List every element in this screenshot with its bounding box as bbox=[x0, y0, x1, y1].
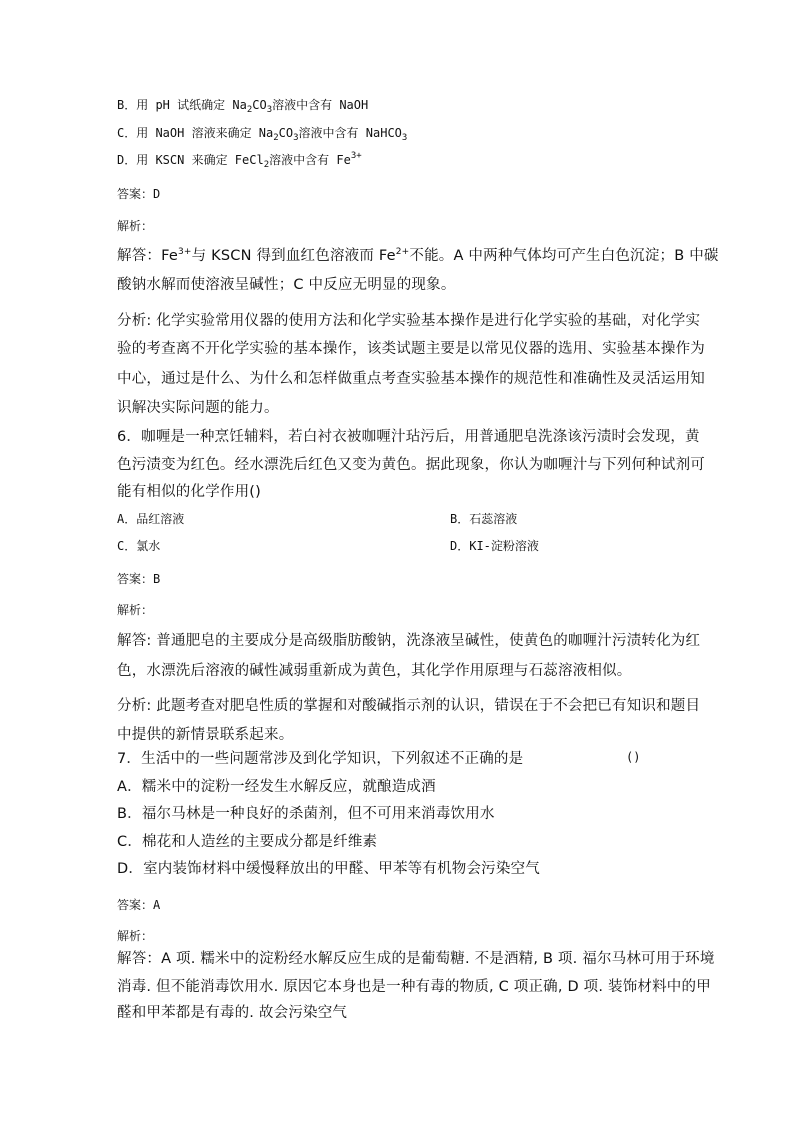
q6-analysis-label: 解析： bbox=[117, 603, 154, 617]
q6-stem-line: 6．咖喱是一种烹饪辅料，若白衬衣被咖喱汁玷污后，用普通肥皂洗涤该污渍时会发现，黄 bbox=[117, 429, 700, 445]
q6-option-a: A．品红溶液 bbox=[117, 512, 185, 526]
q7-answer-paren: () bbox=[626, 750, 641, 764]
q7-solution-line: 消毒. 但不能消毒饮用水. 原因它本身也是一种有毒的物质, C 项正确, D 项. 装饰材料中的甲 bbox=[117, 979, 711, 995]
q7-option-d: D．室内装饰材料中缓慢释放出的甲醛、甲苯等有机物会污染空气 bbox=[117, 861, 540, 877]
q6-analysis-line: 中提供的新情景联系起来。 bbox=[117, 727, 294, 743]
q6-stem-line: 能有相似的化学作用() bbox=[117, 484, 262, 500]
q5-solution-line: 酸钠水解而使溶液呈碱性；C 中反应无明显的现象。 bbox=[117, 277, 456, 293]
q6-option-c: C．氯水 bbox=[117, 539, 161, 553]
q6-solution-line: 色，水漂洗后溶液的碱性减弱重新成为黄色，其化学作用原理与石蕊溶液相似。 bbox=[117, 663, 632, 679]
q7-option-a: A．糯米中的淀粉一经发生水解反应，就酿造成酒 bbox=[117, 779, 436, 795]
q5-analysis-line: 中心，通过是什么、为什么和怎样做重点考查实验基本操作的规范性和准确性及灵活运用知 bbox=[117, 371, 705, 387]
q7-answer: 答案：A bbox=[117, 898, 161, 912]
q5-answer: 答案：D bbox=[117, 187, 161, 201]
q7-analysis-label: 解析： bbox=[117, 929, 154, 943]
q5-analysis-line: 分析: 化学实验常用仪器的使用方法和化学实验基本操作是进行化学实验的基础，对化学实 bbox=[117, 313, 701, 329]
q7-solution-line: 醛和甲苯都是有毒的. 故会污染空气 bbox=[117, 1005, 348, 1021]
q7-option-c: C．棉花和人造丝的主要成分都是纤维素 bbox=[117, 834, 378, 850]
q6-answer: 答案：B bbox=[117, 572, 161, 586]
q7-stem: 7．生活中的一些问题常涉及到化学知识，下列叙述不正确的是 bbox=[117, 751, 524, 767]
q5-analysis-label: 解析： bbox=[117, 219, 154, 233]
q5-option-d: D．用 KSCN 来确定 FeCl$_2$溶液中含有 $Fe^{3+}$ bbox=[117, 151, 362, 170]
q6-stem-line: 色污渍变为红色。经水漂洗后红色又变为黄色。据此现象，你认为咖喱汁与下列何种试剂可 bbox=[117, 457, 705, 473]
q6-option-b: B．石蕊溶液 bbox=[450, 512, 518, 526]
q7-option-b: B．福尔马林是一种良好的杀菌剂，但不可用来消毒饮用水 bbox=[117, 806, 495, 822]
q5-solution-line: 解答：$Fe^{3+}$与 KSCN 得到血红色溶液而 $Fe^{2+}$不能。A 中两种气体均可产生白色沉淀；B 中碳 bbox=[117, 247, 719, 264]
q5-analysis-line: 验的考查离不开化学实验的基本操作，该类试题主要是以常见仪器的选用、实验基本操作为 bbox=[117, 341, 705, 357]
q5-option-c: C．用 NaOH 溶液来确定 $Na_2CO_3$溶液中含有 NaHCO$_3$ bbox=[117, 126, 408, 143]
q6-solution-line: 解答: 普通肥皂的主要成分是高级脂肪酸钠，洗涤液呈碱性，使黄色的咖喱汁污渍转化为红 bbox=[117, 633, 701, 649]
q6-option-d: D．KI-淀粉溶液 bbox=[450, 539, 539, 553]
q5-analysis-line: 识解决实际问题的能力。 bbox=[117, 400, 279, 416]
q6-analysis-line: 分析: 此题考查对肥皂性质的掌握和对酸碱指示剂的认识，错误在于不会把已有知识和题目 bbox=[117, 698, 701, 714]
q5-option-b: B．用 pH 试纸确定 $Na_2CO_3$溶液中含有 NaOH bbox=[117, 98, 369, 115]
q7-solution-line: 解答：A 项. 糯米中的淀粉经水解反应生成的是葡萄糖. 不是酒精, B 项. 福尔马林可用于环境 bbox=[117, 951, 715, 967]
